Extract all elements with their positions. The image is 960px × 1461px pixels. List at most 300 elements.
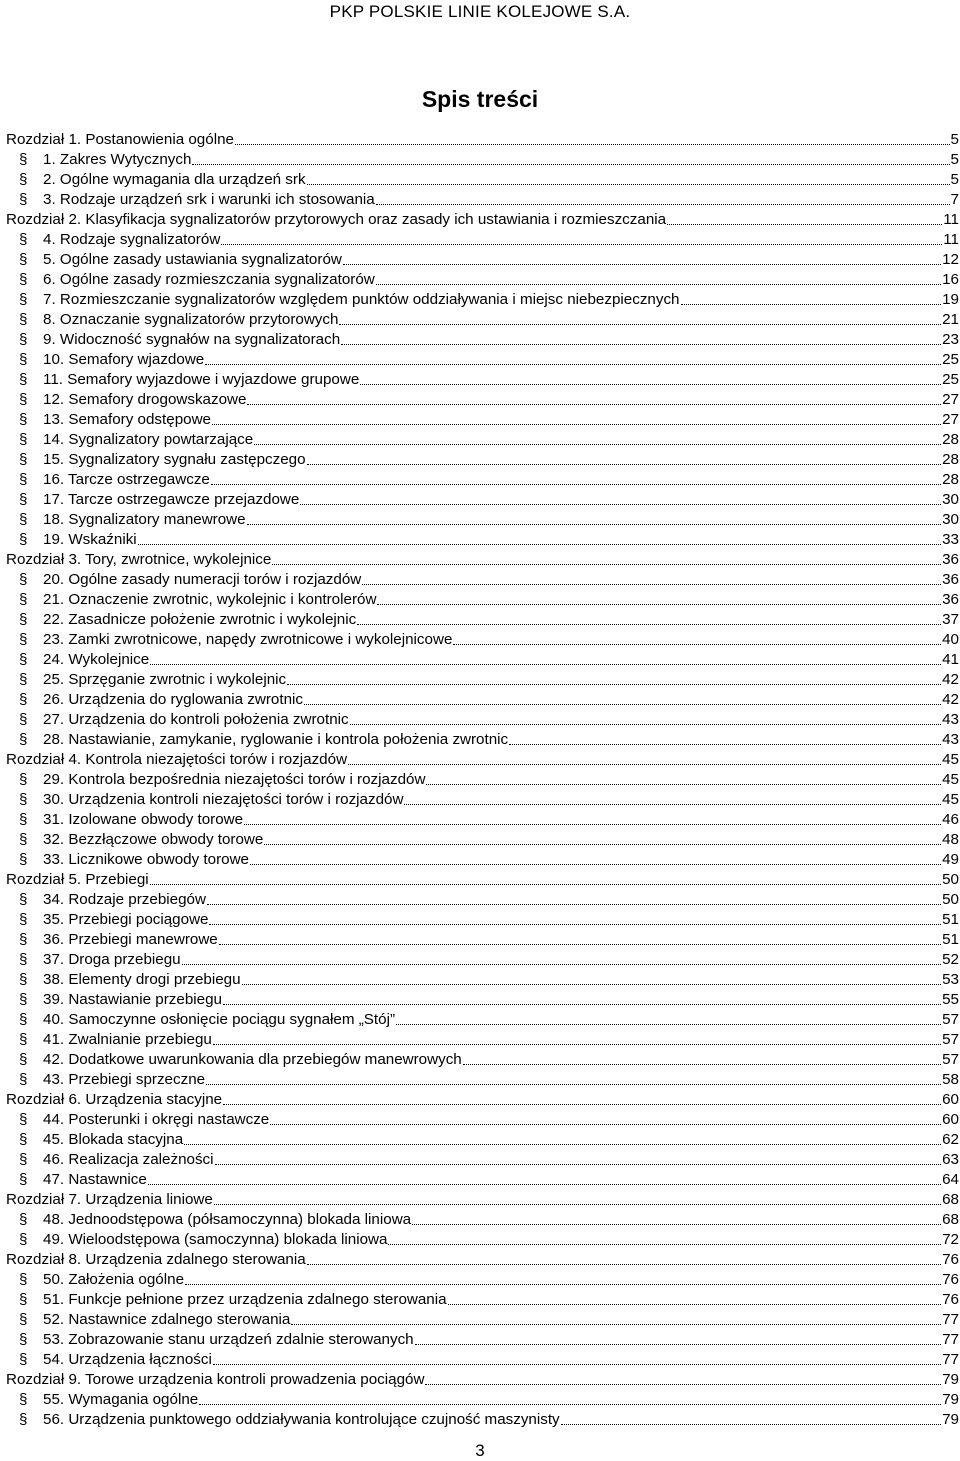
toc-entry-page: 57 <box>942 1051 959 1068</box>
section-symbol: § <box>19 271 28 288</box>
section-symbol: § <box>19 431 28 448</box>
toc-entry-page: 21 <box>942 311 959 328</box>
dot-leader <box>388 1240 941 1245</box>
toc-section-row <box>6 650 959 670</box>
toc-entry-page: 53 <box>942 971 959 988</box>
dot-leader <box>185 1280 941 1285</box>
toc-entry-page: 79 <box>942 1411 959 1428</box>
section-symbol: § <box>19 511 28 528</box>
section-symbol: § <box>19 1011 28 1028</box>
toc-section-row <box>6 370 959 390</box>
dot-leader <box>214 1200 941 1205</box>
table-of-contents <box>6 130 959 1430</box>
toc-entry-label: Rozdział 3. Tory, zwrotnice, wykolejnice <box>6 551 272 568</box>
toc-section-row <box>6 150 959 170</box>
toc-section-row <box>6 410 959 430</box>
section-symbol: § <box>19 1051 28 1068</box>
toc-section-row <box>6 1410 959 1430</box>
dot-leader <box>291 1320 941 1325</box>
toc-entry-label: Rozdział 2. Klasyfikacja sygnalizatorów przytorowych oraz zasady ich ustawiania i rozmieszczania <box>6 211 667 228</box>
toc-section-row <box>6 970 959 990</box>
toc-entry-page: 77 <box>942 1311 959 1328</box>
toc-entry-page: 64 <box>942 1171 959 1188</box>
dot-leader <box>213 1360 941 1365</box>
dot-leader <box>205 360 941 365</box>
toc-section-row <box>6 1010 959 1030</box>
dot-leader <box>463 1060 941 1065</box>
toc-entry-page: 43 <box>942 731 959 748</box>
toc-entry-page: 51 <box>942 911 959 928</box>
toc-entry-page: 36 <box>942 591 959 608</box>
toc-entry-label: 4. Rodzaje sygnalizatorów <box>43 231 221 248</box>
toc-entry-label: 19. Wskaźniki <box>43 531 137 548</box>
toc-entry-page: 50 <box>942 871 959 888</box>
toc-section-row <box>6 490 959 510</box>
section-symbol: § <box>19 671 28 688</box>
toc-entry-page: 5 <box>950 131 959 148</box>
dot-leader <box>192 160 949 165</box>
toc-entry-label: 36. Przebiegi manewrowe <box>43 931 218 948</box>
toc-entry-label: 22. Zasadnicze położenie zwrotnic i wykolejnic <box>43 611 357 628</box>
toc-entry-page: 43 <box>942 711 959 728</box>
toc-entry-label: 3. Rodzaje urządzeń srk i warunki ich stosowania <box>43 191 375 208</box>
toc-entry-page: 42 <box>942 671 959 688</box>
section-symbol: § <box>19 1151 28 1168</box>
dot-leader <box>247 400 941 405</box>
toc-entry-page: 28 <box>942 471 959 488</box>
toc-entry-label: 48. Jednoodstępowa (półsamoczynna) blokada liniowa <box>43 1211 412 1228</box>
toc-entry-label: Rozdział 7. Urządzenia liniowe <box>6 1191 213 1208</box>
toc-entry-label: 47. Nastawnice <box>43 1171 147 1188</box>
section-symbol: § <box>19 471 28 488</box>
dot-leader <box>215 1160 942 1165</box>
toc-entry-label: 20. Ogólne zasady numeracji torów i rozjazdów <box>43 571 362 588</box>
toc-chapter-row <box>6 750 959 770</box>
toc-entry-page: 72 <box>942 1231 959 1248</box>
toc-entry-page: 52 <box>942 951 959 968</box>
dot-leader <box>304 700 941 705</box>
toc-section-row <box>6 1070 959 1090</box>
toc-section-row <box>6 1310 959 1330</box>
toc-entry-label: 7. Rozmieszczanie sygnalizatorów względem punktów oddziaływania i miejsc niebezpiecznych <box>43 291 680 308</box>
toc-entry-label: 11. Semafory wyjazdowe i wyjazdowe grupowe <box>43 371 360 388</box>
toc-section-row <box>6 1210 959 1230</box>
toc-entry-page: 51 <box>942 931 959 948</box>
toc-entry-label: 28. Nastawianie, zamykanie, ryglowanie i kontrola położenia zwrotnic <box>43 731 509 748</box>
section-symbol: § <box>19 1331 28 1348</box>
toc-entry-page: 33 <box>942 531 959 548</box>
toc-section-row <box>6 590 959 610</box>
toc-entry-page: 12 <box>942 251 959 268</box>
dot-leader <box>396 1020 941 1025</box>
toc-section-row <box>6 1110 959 1130</box>
section-symbol: § <box>19 1411 28 1428</box>
section-symbol: § <box>19 191 28 208</box>
dot-leader <box>360 380 941 385</box>
toc-entry-page: 68 <box>942 1211 959 1228</box>
toc-entry-page: 42 <box>942 691 959 708</box>
toc-section-row <box>6 730 959 750</box>
dot-leader <box>300 500 941 505</box>
toc-section-row <box>6 310 959 330</box>
toc-entry-label: 54. Urządzenia łączności <box>43 1351 212 1368</box>
section-symbol: § <box>19 851 28 868</box>
toc-section-row <box>6 770 959 790</box>
dot-leader <box>509 740 941 745</box>
dot-leader <box>376 200 950 205</box>
toc-entry-page: 50 <box>942 891 959 908</box>
toc-section-row <box>6 830 959 850</box>
section-symbol: § <box>19 931 28 948</box>
toc-entry-page: 5 <box>950 151 959 168</box>
toc-entry-page: 57 <box>942 1031 959 1048</box>
toc-entry-label: Rozdział 5. Przebiegi <box>6 871 149 888</box>
toc-section-row <box>6 1030 959 1050</box>
section-symbol: § <box>19 331 28 348</box>
dot-leader <box>242 980 942 985</box>
toc-entry-label: 44. Posterunki i okręgi nastawcze <box>43 1111 270 1128</box>
toc-entry-page: 55 <box>942 991 959 1008</box>
section-symbol: § <box>19 391 28 408</box>
section-symbol: § <box>19 491 28 508</box>
toc-section-row <box>6 910 959 930</box>
toc-entry-label: 25. Sprzęganie zwrotnic i wykolejnic <box>43 671 287 688</box>
toc-section-row <box>6 990 959 1010</box>
toc-section-row <box>6 950 959 970</box>
toc-entry-label: 15. Sygnalizatory sygnału zastępczego <box>43 451 306 468</box>
document-header: PKP POLSKIE LINIE KOLEJOWE S.A. <box>329 2 631 21</box>
section-symbol: § <box>19 531 28 548</box>
toc-entry-page: 76 <box>942 1291 959 1308</box>
toc-section-row <box>6 450 959 470</box>
toc-entry-page: 45 <box>942 791 959 808</box>
toc-entry-label: Rozdział 6. Urządzenia stacyjne <box>6 1091 223 1108</box>
page-title: Spis treści <box>421 86 539 112</box>
dot-leader <box>138 540 941 545</box>
toc-entry-page: 79 <box>942 1371 959 1388</box>
toc-entry-page: 36 <box>942 571 959 588</box>
toc-entry-page: 45 <box>942 751 959 768</box>
toc-section-row <box>6 230 959 250</box>
toc-entry-page: 11 <box>943 231 959 248</box>
section-symbol: § <box>19 371 28 388</box>
toc-entry-label: 17. Tarcze ostrzegawcze przejazdowe <box>43 491 300 508</box>
section-symbol: § <box>19 1071 28 1088</box>
dot-leader <box>561 1420 941 1425</box>
toc-entry-page: 37 <box>942 611 959 628</box>
toc-entry-page: 48 <box>942 831 959 848</box>
dot-leader <box>244 820 941 825</box>
page-number: 3 <box>475 1441 485 1460</box>
toc-section-row <box>6 1170 959 1190</box>
dot-leader <box>376 280 941 285</box>
toc-entry-label: Rozdział 1. Postanowienia ogólne <box>6 131 234 148</box>
toc-entry-page: 62 <box>942 1131 959 1148</box>
dot-leader <box>307 180 950 185</box>
dot-leader <box>209 920 941 925</box>
toc-section-row <box>6 1150 959 1170</box>
dot-leader <box>270 1120 941 1125</box>
section-symbol: § <box>19 1171 28 1188</box>
dot-leader <box>247 520 941 525</box>
dot-leader <box>235 140 950 145</box>
section-symbol: § <box>19 1311 28 1328</box>
toc-section-row <box>6 250 959 270</box>
toc-entry-label: 13. Semafory odstępowe <box>43 411 212 428</box>
section-symbol: § <box>19 831 28 848</box>
toc-entry-page: 77 <box>942 1331 959 1348</box>
toc-chapter-row <box>6 1370 959 1390</box>
toc-entry-page: 57 <box>942 1011 959 1028</box>
dot-leader <box>264 840 941 845</box>
toc-section-row <box>6 270 959 290</box>
dot-leader <box>348 760 941 765</box>
dot-leader <box>681 300 942 305</box>
section-symbol: § <box>19 691 28 708</box>
dot-leader <box>412 1220 941 1225</box>
section-symbol: § <box>19 171 28 188</box>
toc-entry-label: 14. Sygnalizatory powtarzające <box>43 431 254 448</box>
toc-section-row <box>6 610 959 630</box>
toc-section-row <box>6 690 959 710</box>
toc-entry-label: Rozdział 9. Torowe urządzenia kontroli prowadzenia pociągów <box>6 1371 425 1388</box>
toc-entry-label: 18. Sygnalizatory manewrowe <box>43 511 246 528</box>
dot-leader <box>362 580 941 585</box>
dot-leader <box>377 600 941 605</box>
dot-leader <box>206 1080 941 1085</box>
section-symbol: § <box>19 251 28 268</box>
section-symbol: § <box>19 1231 28 1248</box>
dot-leader <box>341 340 941 345</box>
section-symbol: § <box>19 1391 28 1408</box>
section-symbol: § <box>19 1291 28 1308</box>
toc-entry-label: 46. Realizacja zależności <box>43 1151 214 1168</box>
toc-entry-page: 49 <box>942 851 959 868</box>
toc-entry-label: 5. Ogólne zasady ustawiania sygnalizatorów <box>43 251 342 268</box>
dot-leader <box>150 880 941 885</box>
toc-entry-label: 42. Dodatkowe uwarunkowania dla przebiegów manewrowych <box>43 1051 462 1068</box>
toc-entry-page: 63 <box>942 1151 959 1168</box>
section-symbol: § <box>19 791 28 808</box>
dot-leader <box>150 660 941 665</box>
toc-entry-label: 52. Nastawnice zdalnego sterowania <box>43 1311 291 1328</box>
section-symbol: § <box>19 311 28 328</box>
toc-entry-label: 50. Założenia ogólne <box>43 1271 185 1288</box>
toc-section-row <box>6 1330 959 1350</box>
toc-entry-label: 34. Rodzaje przebiegów <box>43 891 206 908</box>
toc-entry-page: 60 <box>942 1091 959 1108</box>
toc-entry-label: 39. Nastawianie przebiegu <box>43 991 222 1008</box>
toc-entry-page: 36 <box>942 551 959 568</box>
toc-entry-page: 11 <box>943 211 959 228</box>
toc-entry-label: 26. Urządzenia do ryglowania zwrotnic <box>43 691 304 708</box>
toc-section-row <box>6 630 959 650</box>
toc-entry-label: 43. Przebiegi sprzeczne <box>43 1071 206 1088</box>
dot-leader <box>207 900 941 905</box>
dot-leader <box>211 480 941 485</box>
toc-entry-page: 58 <box>942 1071 959 1088</box>
section-symbol: § <box>19 711 28 728</box>
toc-section-row <box>6 470 959 490</box>
dot-leader <box>223 1000 941 1005</box>
toc-section-row <box>6 1390 959 1410</box>
toc-chapter-row <box>6 1250 959 1270</box>
toc-entry-label: 8. Oznaczanie sygnalizatorów przytorowych <box>43 311 339 328</box>
dot-leader <box>182 960 941 965</box>
dot-leader <box>148 1180 941 1185</box>
section-symbol: § <box>19 811 28 828</box>
section-symbol: § <box>19 951 28 968</box>
toc-entry-label: 27. Urządzenia do kontroli położenia zwrotnic <box>43 711 349 728</box>
toc-entry-page: 25 <box>942 351 959 368</box>
toc-entry-label: 41. Zwalnianie przebiegu <box>43 1031 212 1048</box>
dot-leader <box>357 620 941 625</box>
dot-leader <box>667 220 942 225</box>
toc-entry-label: 2. Ogólne wymagania dla urządzeń srk <box>43 171 306 188</box>
toc-section-row <box>6 430 959 450</box>
toc-section-row <box>6 390 959 410</box>
toc-section-row <box>6 1350 959 1370</box>
toc-section-row <box>6 1050 959 1070</box>
dot-leader <box>184 1140 941 1145</box>
toc-entry-label: 16. Tarcze ostrzegawcze <box>43 471 210 488</box>
toc-section-row <box>6 330 959 350</box>
toc-section-row <box>6 510 959 530</box>
toc-chapter-row <box>6 1090 959 1110</box>
toc-entry-page: 28 <box>942 451 959 468</box>
toc-entry-label: 45. Blokada stacyjna <box>43 1131 184 1148</box>
toc-section-row <box>6 670 959 690</box>
section-symbol: § <box>19 1271 28 1288</box>
toc-section-row <box>6 1230 959 1250</box>
section-symbol: § <box>19 451 28 468</box>
toc-section-row <box>6 570 959 590</box>
toc-entry-page: 76 <box>942 1271 959 1288</box>
toc-section-row <box>6 190 959 210</box>
toc-entry-page: 25 <box>942 371 959 388</box>
toc-entry-label: 10. Semafory wjazdowe <box>43 351 205 368</box>
dot-leader <box>254 440 941 445</box>
toc-entry-page: 77 <box>942 1351 959 1368</box>
section-symbol: § <box>19 651 28 668</box>
toc-entry-label: 32. Bezzłączowe obwody torowe <box>43 831 264 848</box>
toc-entry-page: 76 <box>942 1251 959 1268</box>
toc-entry-label: 40. Samoczynne osłonięcie pociągu sygnałem „Stój” <box>43 1011 396 1028</box>
toc-entry-page: 19 <box>942 291 959 308</box>
dot-leader <box>425 1380 941 1385</box>
dot-leader <box>307 460 942 465</box>
section-symbol: § <box>19 411 28 428</box>
section-symbol: § <box>19 1351 28 1368</box>
toc-entry-page: 27 <box>942 411 959 428</box>
dot-leader <box>213 1040 941 1045</box>
dot-leader <box>453 640 941 645</box>
toc-entry-label: 51. Funkcje pełnione przez urządzenia zdalnego sterowania <box>43 1291 447 1308</box>
dot-leader <box>415 1340 941 1345</box>
toc-entry-label: 35. Przebiegi pociągowe <box>43 911 209 928</box>
section-symbol: § <box>19 771 28 788</box>
toc-section-row <box>6 850 959 870</box>
toc-entry-page: 7 <box>950 191 959 208</box>
toc-entry-page: 46 <box>942 811 959 828</box>
toc-entry-label: 12. Semafory drogowskazowe <box>43 391 247 408</box>
toc-entry-label: 29. Kontrola bezpośrednia niezajętości torów i rozjazdów <box>43 771 426 788</box>
section-symbol: § <box>19 351 28 368</box>
dot-leader <box>350 720 941 725</box>
dot-leader <box>223 1100 941 1105</box>
section-symbol: § <box>19 591 28 608</box>
dot-leader <box>448 1300 942 1305</box>
section-symbol: § <box>19 291 28 308</box>
toc-entry-page: 41 <box>942 651 959 668</box>
toc-chapter-row <box>6 550 959 570</box>
dot-leader <box>404 800 941 805</box>
dot-leader <box>219 940 941 945</box>
toc-entry-page: 79 <box>942 1391 959 1408</box>
toc-entry-label: 55. Wymagania ogólne <box>43 1391 199 1408</box>
toc-section-row <box>6 1130 959 1150</box>
dot-leader <box>272 560 941 565</box>
dot-leader <box>343 260 941 265</box>
toc-entry-page: 45 <box>942 771 959 788</box>
toc-section-row <box>6 350 959 370</box>
toc-section-row <box>6 790 959 810</box>
toc-entry-page: 60 <box>942 1111 959 1128</box>
toc-entry-page: 68 <box>942 1191 959 1208</box>
toc-entry-label: 9. Widoczność sygnałów na sygnalizatorach <box>43 331 341 348</box>
toc-section-row <box>6 170 959 190</box>
toc-entry-page: 30 <box>942 511 959 528</box>
toc-section-row <box>6 890 959 910</box>
dot-leader <box>339 320 941 325</box>
toc-section-row <box>6 710 959 730</box>
toc-entry-label: Rozdział 4. Kontrola niezajętości torów i rozjazdów <box>6 751 348 768</box>
toc-entry-label: 38. Elementy drogi przebiegu <box>43 971 241 988</box>
toc-section-row <box>6 1290 959 1310</box>
dot-leader <box>250 860 941 865</box>
dot-leader <box>199 1400 941 1405</box>
toc-entry-label: 33. Licznikowe obwody torowe <box>43 851 249 868</box>
toc-chapter-row <box>6 870 959 890</box>
section-symbol: § <box>19 731 28 748</box>
dot-leader <box>287 680 941 685</box>
toc-entry-label: 31. Izolowane obwody torowe <box>43 811 244 828</box>
section-symbol: § <box>19 631 28 648</box>
section-symbol: § <box>19 231 28 248</box>
toc-chapter-row <box>6 210 959 230</box>
toc-section-row <box>6 530 959 550</box>
section-symbol: § <box>19 911 28 928</box>
toc-entry-page: 40 <box>942 631 959 648</box>
toc-entry-label: 49. Wieloodstępowa (samoczynna) blokada liniowa <box>43 1231 388 1248</box>
section-symbol: § <box>19 571 28 588</box>
toc-entry-label: 23. Zamki zwrotnicowe, napędy zwrotnicowe i wykolejnicowe <box>43 631 453 648</box>
section-symbol: § <box>19 891 28 908</box>
toc-chapter-row <box>6 1190 959 1210</box>
toc-entry-label: 37. Droga przebiegu <box>43 951 181 968</box>
toc-chapter-row <box>6 130 959 150</box>
section-symbol: § <box>19 1111 28 1128</box>
toc-entry-label: Rozdział 8. Urządzenia zdalnego sterowania <box>6 1251 306 1268</box>
toc-entry-label: 6. Ogólne zasady rozmieszczania sygnalizatorów <box>43 271 375 288</box>
toc-section-row <box>6 290 959 310</box>
section-symbol: § <box>19 971 28 988</box>
section-symbol: § <box>19 1211 28 1228</box>
section-symbol: § <box>19 151 28 168</box>
dot-leader <box>426 780 941 785</box>
dot-leader <box>221 240 942 245</box>
toc-entry-page: 27 <box>942 391 959 408</box>
